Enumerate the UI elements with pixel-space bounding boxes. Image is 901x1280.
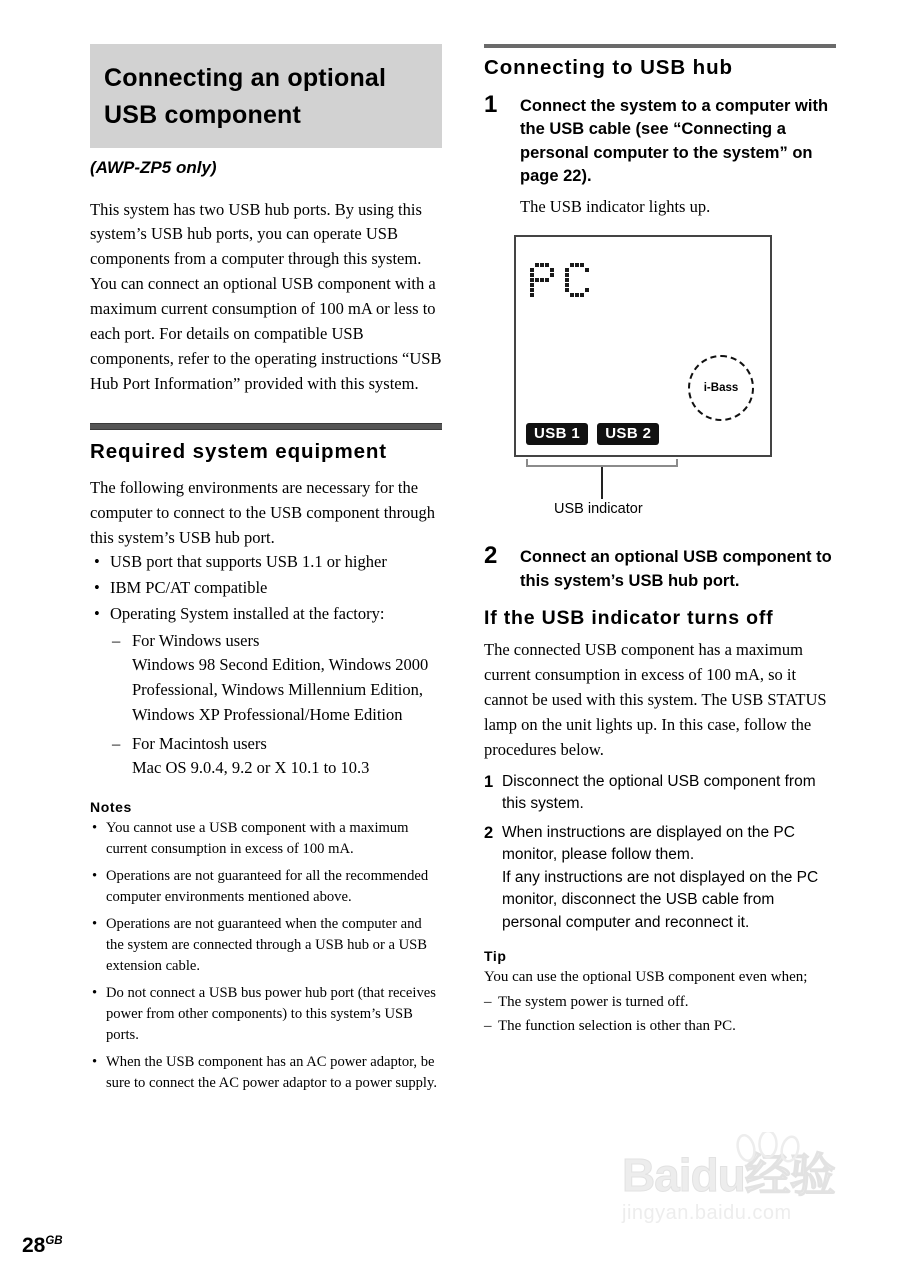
- tip-heading: Tip: [484, 948, 507, 965]
- section-intro: [90, 476, 442, 551]
- page-title-line-2: USB component: [104, 100, 302, 129]
- watermark-brand-cn: 经验: [744, 1149, 835, 1201]
- paw-icon: [730, 1132, 804, 1166]
- section-intro-text: The following environments are necessary for the computer to connect to the USB component through this system’s USB hub port.: [90, 477, 436, 547]
- page-title-block: [90, 44, 442, 148]
- step-text: Connect the system to a computer with the USB cable (see “Connecting a personal computer to the system” on page 22).: [520, 97, 829, 186]
- list-item: • Operations are not guaranteed when the computer and the system are connected through a USB hub or a USB extension cable.: [90, 914, 442, 977]
- page-number-value: 28: [22, 1234, 46, 1257]
- usb-1-indicator: USB 1: [526, 423, 588, 445]
- os-label: – For Windows users: [132, 630, 260, 650]
- intro-text: This system has two USB hub ports. By using this system’s USB hub ports, you can operate USB components from a computer through this system. You can connect an optional USB component with a maximum current consumption of 100 mA or less to each port. For details on compatible USB components, refer to the operating instructions “USB Hub Port Information” provided with this system.: [90, 199, 442, 393]
- page-number-suffix: GB: [45, 1235, 63, 1247]
- sub-step-line: If any instructions are not displayed on the PC monitor, disconnect the USB cable from personal computer and reconnect it.: [502, 868, 819, 931]
- display-figure: [514, 235, 776, 518]
- step-followup: The USB indicator lights up.: [520, 196, 711, 216]
- requirements-list: [90, 550, 442, 781]
- right-column: [484, 44, 836, 1040]
- os-detail: Mac OS 9.0.4, 9.2 or X 10.1 to 10.3: [132, 758, 370, 778]
- step-content: [520, 92, 836, 219]
- list-item: • USB port that supports USB 1.1 or higher: [90, 550, 442, 575]
- ibass-label: i-Bass: [703, 382, 739, 395]
- list-item: • Do not connect a USB bus power hub port (that receives power from other components) to this system’s USB ports.: [90, 983, 442, 1046]
- section-heading-required-equipment: Required system equipment: [90, 439, 388, 463]
- model-note: (AWP-ZP5 only): [90, 157, 217, 177]
- page-number: [22, 1234, 63, 1258]
- callout-leader-line: [601, 467, 603, 499]
- watermark-brand-latin: Baidu: [622, 1149, 745, 1201]
- spacer: [484, 763, 836, 771]
- spacer: [484, 457, 836, 543]
- list-item: [90, 602, 442, 781]
- callout-bracket: [526, 459, 678, 467]
- list-item: • You cannot use a USB component with a maximum current consumption in excess of 100 mA.: [90, 818, 442, 860]
- step-number: 1: [484, 91, 498, 118]
- left-column: [90, 44, 442, 1100]
- spacer: [90, 397, 442, 423]
- sub-step-number: 2: [484, 823, 494, 842]
- notes-heading: Notes: [90, 799, 132, 816]
- step-text: Connect an optional USB component to this system’s USB hub port.: [520, 548, 832, 590]
- os-sublist: [110, 629, 442, 782]
- subsection-heading-usb-indicator-off: If the USB indicator turns off: [484, 607, 774, 630]
- subsection-body-text: The connected USB component has a maximum current consumption in excess of 100 mA, so it cannot be used with this system. The USB STATUS lamp on the unit lights up. In this case, follow the procedures below.: [484, 640, 827, 759]
- usb-2-indicator: USB 2: [597, 423, 659, 445]
- tip-list: [484, 991, 836, 1038]
- sub-step-number: 1: [484, 772, 494, 791]
- sub-step-line: Disconnect the optional USB component from this system.: [502, 772, 816, 813]
- step-2: [484, 543, 836, 593]
- list-item-label: Operating System installed at the factory:: [110, 603, 385, 623]
- spacer: [484, 940, 836, 948]
- list-item: • IBM PC/AT compatible: [90, 576, 442, 601]
- list-item: • Operations are not guaranteed for all the recommended computer environments mentioned above.: [90, 866, 442, 908]
- spacer: [90, 785, 442, 799]
- sub-step-body: [502, 822, 836, 934]
- figure-caption: USB indicator: [554, 501, 643, 518]
- section-rule: [90, 423, 442, 430]
- sub-step-body: [502, 771, 836, 816]
- page-title-line-1: Connecting an optional: [104, 64, 387, 92]
- dot-row: [530, 293, 590, 298]
- ibass-indicator: [688, 355, 754, 421]
- watermark-url: jingyan.baidu.com: [622, 1202, 792, 1224]
- notes-list: [90, 818, 442, 1094]
- step-number: 2: [484, 542, 498, 570]
- intro-paragraph: [90, 198, 442, 397]
- tip-intro: You can use the optional USB component even when;: [484, 969, 808, 986]
- list-item: – The system power is turned off.: [484, 991, 836, 1014]
- list-item: [110, 732, 442, 782]
- list-item: – The function selection is other than PC.: [484, 1015, 836, 1038]
- subsection-body: [484, 638, 836, 763]
- sub-step-2: [484, 822, 836, 934]
- usb-indicator-group: [526, 423, 659, 445]
- list-item: • When the USB component has an AC power adaptor, be sure to connect the AC power adaptor to a power supply.: [90, 1052, 442, 1094]
- os-detail: Windows 98 Second Edition, Windows 2000 Professional, Windows Millennium Edition, Windows XP Professional/Home Edition: [132, 655, 429, 724]
- step-content: [520, 543, 836, 593]
- section-heading-connecting-usb-hub: Connecting to USB hub: [484, 56, 733, 79]
- dot-matrix-pc-text: [530, 263, 590, 298]
- list-item: [110, 629, 442, 728]
- os-label: – For Macintosh users: [132, 733, 267, 753]
- lcd-panel: [514, 235, 772, 457]
- step-1: [484, 92, 836, 219]
- baidu-watermark: [622, 1149, 872, 1225]
- sub-step-1: [484, 771, 836, 816]
- section-rule: [484, 44, 836, 48]
- sub-step-line: When instructions are displayed on the PC monitor, please follow them.: [502, 823, 795, 864]
